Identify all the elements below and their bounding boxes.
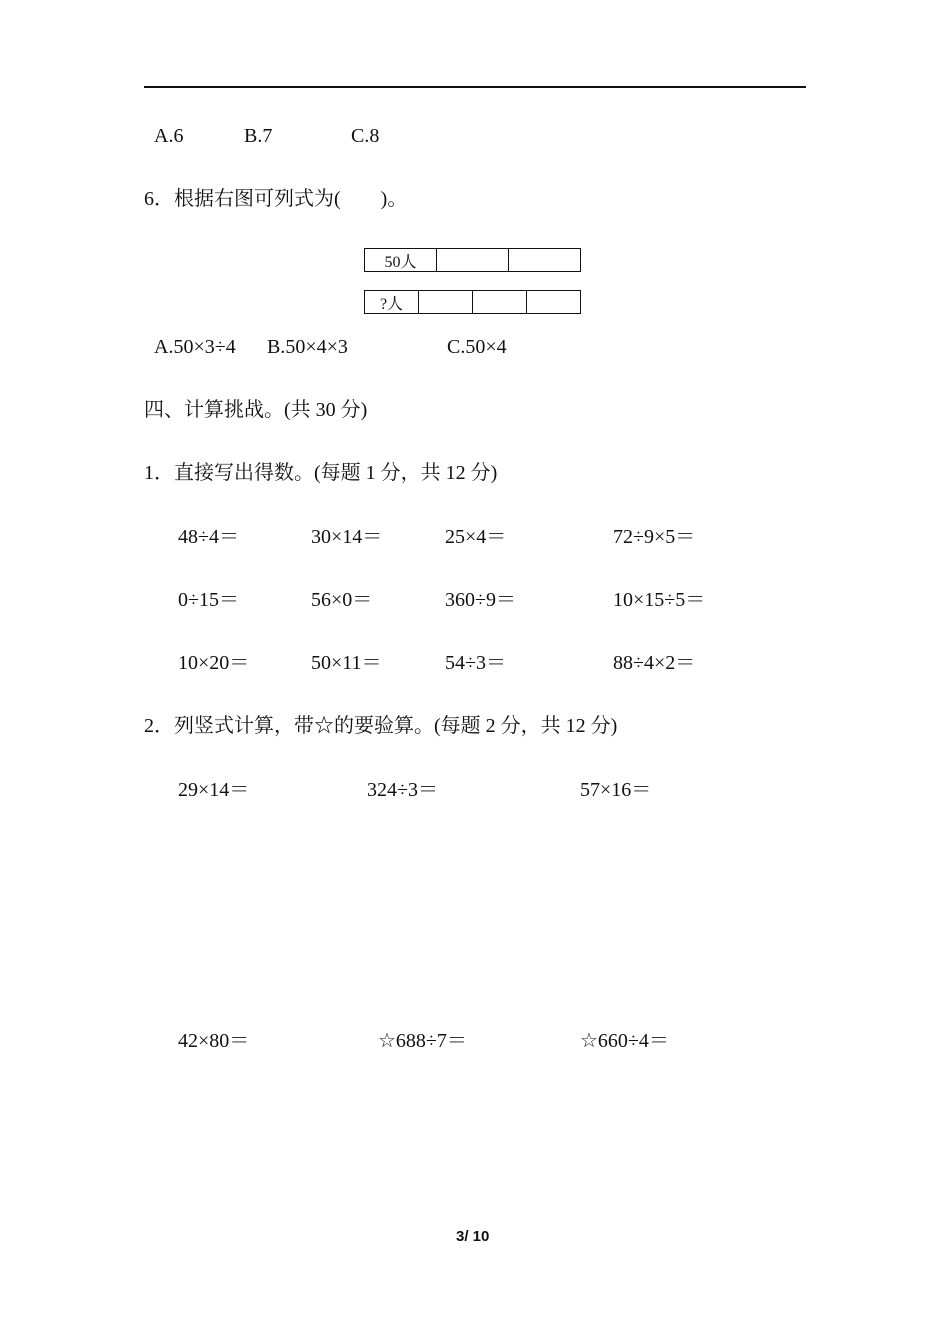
- q1-item: 25×4＝: [445, 526, 507, 548]
- q2-item: 324÷3＝: [367, 779, 438, 801]
- q1-item: 72÷9×5＝: [613, 526, 696, 548]
- q1-item: 50×11＝: [311, 652, 382, 674]
- q2-item: ☆688÷7＝: [378, 1030, 467, 1052]
- q2-item: 29×14＝: [178, 779, 250, 801]
- header-rule: [144, 86, 806, 88]
- q1-item: 10×15÷5＝: [613, 589, 706, 611]
- diagram-top-segment: [437, 249, 509, 271]
- q1-item: 56×0＝: [311, 589, 373, 611]
- diagram-bottom-label: ?人: [365, 291, 419, 313]
- diagram-bar-top: [364, 248, 581, 272]
- diagram-top-label: 50人: [365, 249, 437, 271]
- q1-item: 88÷4×2＝: [613, 652, 696, 674]
- diagram-top-segment: [509, 249, 580, 271]
- q5-option-c: C.8: [351, 125, 380, 147]
- diagram-bottom-segment: [473, 291, 527, 313]
- diagram-bottom-segment: [419, 291, 473, 313]
- q1-item: 54÷3＝: [445, 652, 506, 674]
- q6-option-a: A.50×3÷4: [154, 336, 236, 358]
- diagram-bottom-segment: [527, 291, 580, 313]
- q1-item: 10×20＝: [178, 652, 250, 674]
- q2-item: 42×80＝: [178, 1030, 250, 1052]
- page-number: 3/ 10: [456, 1228, 490, 1245]
- q1-stem: 1．直接写出得数。(每题 1 分，共 12 分): [144, 462, 498, 484]
- q1-item: 360÷9＝: [445, 589, 516, 611]
- diagram-bar-bottom: [364, 290, 581, 314]
- q6-option-b: B.50×4×3: [267, 336, 348, 358]
- q2-item: 57×16＝: [580, 779, 652, 801]
- section4-title: 四、计算挑战。(共 30 分): [144, 399, 368, 421]
- q1-item: 0÷15＝: [178, 589, 239, 611]
- q2-stem: 2．列竖式计算，带☆的要验算。(每题 2 分，共 12 分): [144, 715, 618, 737]
- q2-item: ☆660÷4＝: [580, 1030, 669, 1052]
- q1-item: 30×14＝: [311, 526, 383, 548]
- q1-item: 48÷4＝: [178, 526, 239, 548]
- q6-option-c: C.50×4: [447, 336, 507, 358]
- q6-stem: 6．根据右图可列式为( )。: [144, 188, 408, 210]
- q5-option-b: B.7: [244, 125, 273, 147]
- q5-option-a: A.6: [154, 125, 184, 147]
